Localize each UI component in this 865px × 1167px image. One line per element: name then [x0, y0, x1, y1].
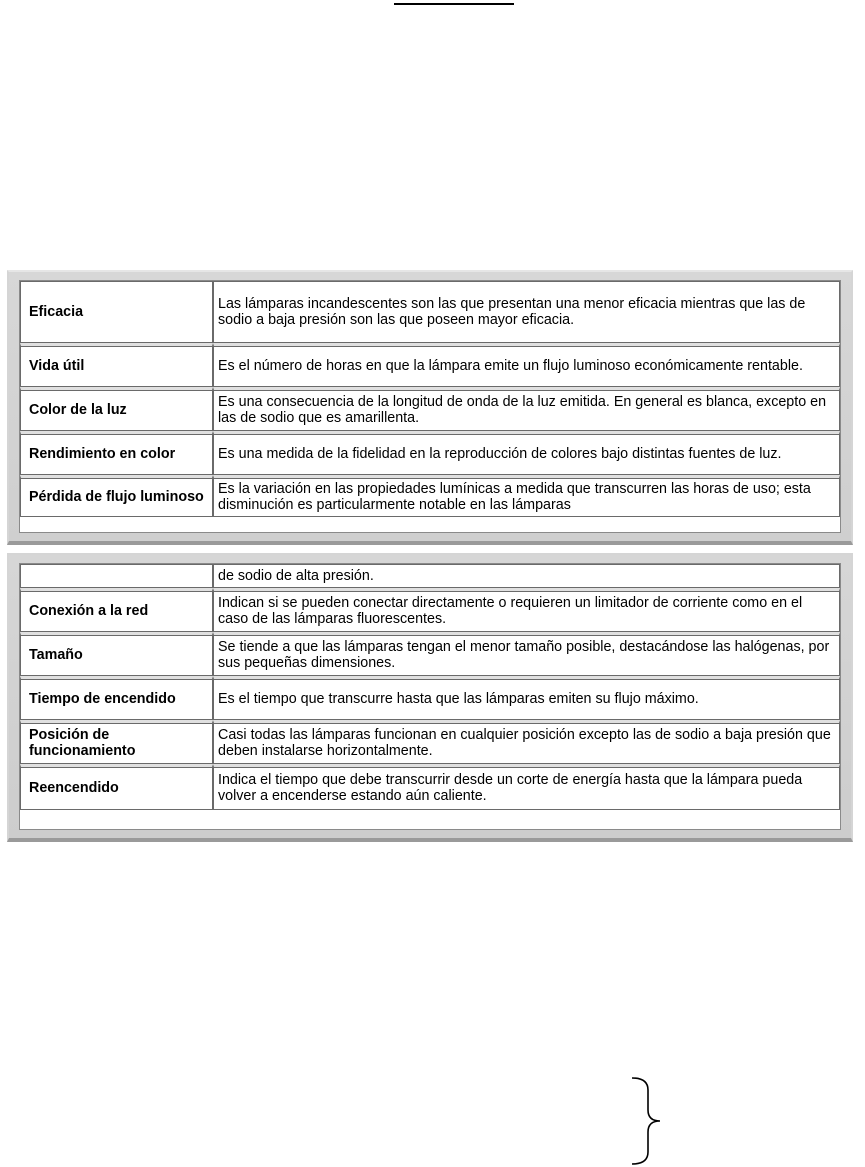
- term-cell: Reencendido: [20, 764, 213, 810]
- table-row: [20, 431, 840, 475]
- description-cell: Se tiende a que las lámparas tengan el menor tamaño posible, destacándose las halógenas, por sus pequeñas dimensiones.: [213, 632, 840, 676]
- table-row: [20, 676, 840, 720]
- term-cell: Tiempo de encendido: [20, 676, 213, 720]
- description-cell: Indican si se pueden conectar directamente o requieren un limitador de corriente como en el caso de las lámparas fluorescentes.: [213, 588, 840, 632]
- description-cell: Es la variación en las propiedades lumínicas a medida que transcurren las horas de uso; esta disminución es particularmente notable en las lámparas: [213, 475, 840, 517]
- table-row: [20, 720, 840, 764]
- table-row: [20, 281, 840, 343]
- description-cell: Indica el tiempo que debe transcurrir desde un corte de energía hasta que la lámpara pueda volver a encenderse estando aún caliente.: [213, 764, 840, 810]
- table-row: [20, 343, 840, 387]
- term-cell: Pérdida de flujo luminoso: [20, 475, 213, 517]
- description-cell: Casi todas las lámparas funcionan en cualquier posición excepto las de sodio a baja presión que deben instalarse horizontalmente.: [213, 720, 840, 764]
- table-row: [20, 632, 840, 676]
- description-cell: Es el número de horas en que la lámpara emite un flujo luminoso económicamente rentable.: [213, 343, 840, 387]
- right-curly-brace-icon: [630, 1076, 670, 1166]
- table-row: [20, 475, 840, 517]
- table-frame: [19, 563, 841, 830]
- properties-table: [20, 564, 840, 810]
- term-cell: Posición de funcionamiento: [20, 720, 213, 764]
- term-cell: Eficacia: [20, 281, 213, 343]
- table-row: [20, 564, 840, 588]
- lamp-properties-table-part2: [7, 553, 853, 842]
- term-cell: Tamaño: [20, 632, 213, 676]
- description-cell: Es el tiempo que transcurre hasta que las lámparas emiten su flujo máximo.: [213, 676, 840, 720]
- term-cell: Vida útil: [20, 343, 213, 387]
- table-row: [20, 588, 840, 632]
- description-cell: Las lámparas incandescentes son las que presentan una menor eficacia mientras que las de sodio a baja presión son las que poseen mayor eficacia.: [213, 281, 840, 343]
- description-cell: Es una consecuencia de la longitud de onda de la luz emitida. En general es blanca, excepto en las de sodio que es amarillenta.: [213, 387, 840, 431]
- table-row: [20, 764, 840, 810]
- description-cell: Es una medida de la fidelidad en la reproducción de colores bajo distintas fuentes de luz.: [213, 431, 840, 475]
- description-cell: de sodio de alta presión.: [213, 564, 840, 588]
- table-row: [20, 387, 840, 431]
- term-cell: Rendimiento en color: [20, 431, 213, 475]
- term-cell: Conexión a la red: [20, 588, 213, 632]
- properties-table: [20, 281, 840, 517]
- table-frame: [19, 280, 841, 533]
- term-cell: Color de la luz: [20, 387, 213, 431]
- lamp-properties-table-part1: [7, 270, 853, 545]
- top-underline-rule: [394, 3, 514, 5]
- term-cell: [20, 564, 213, 588]
